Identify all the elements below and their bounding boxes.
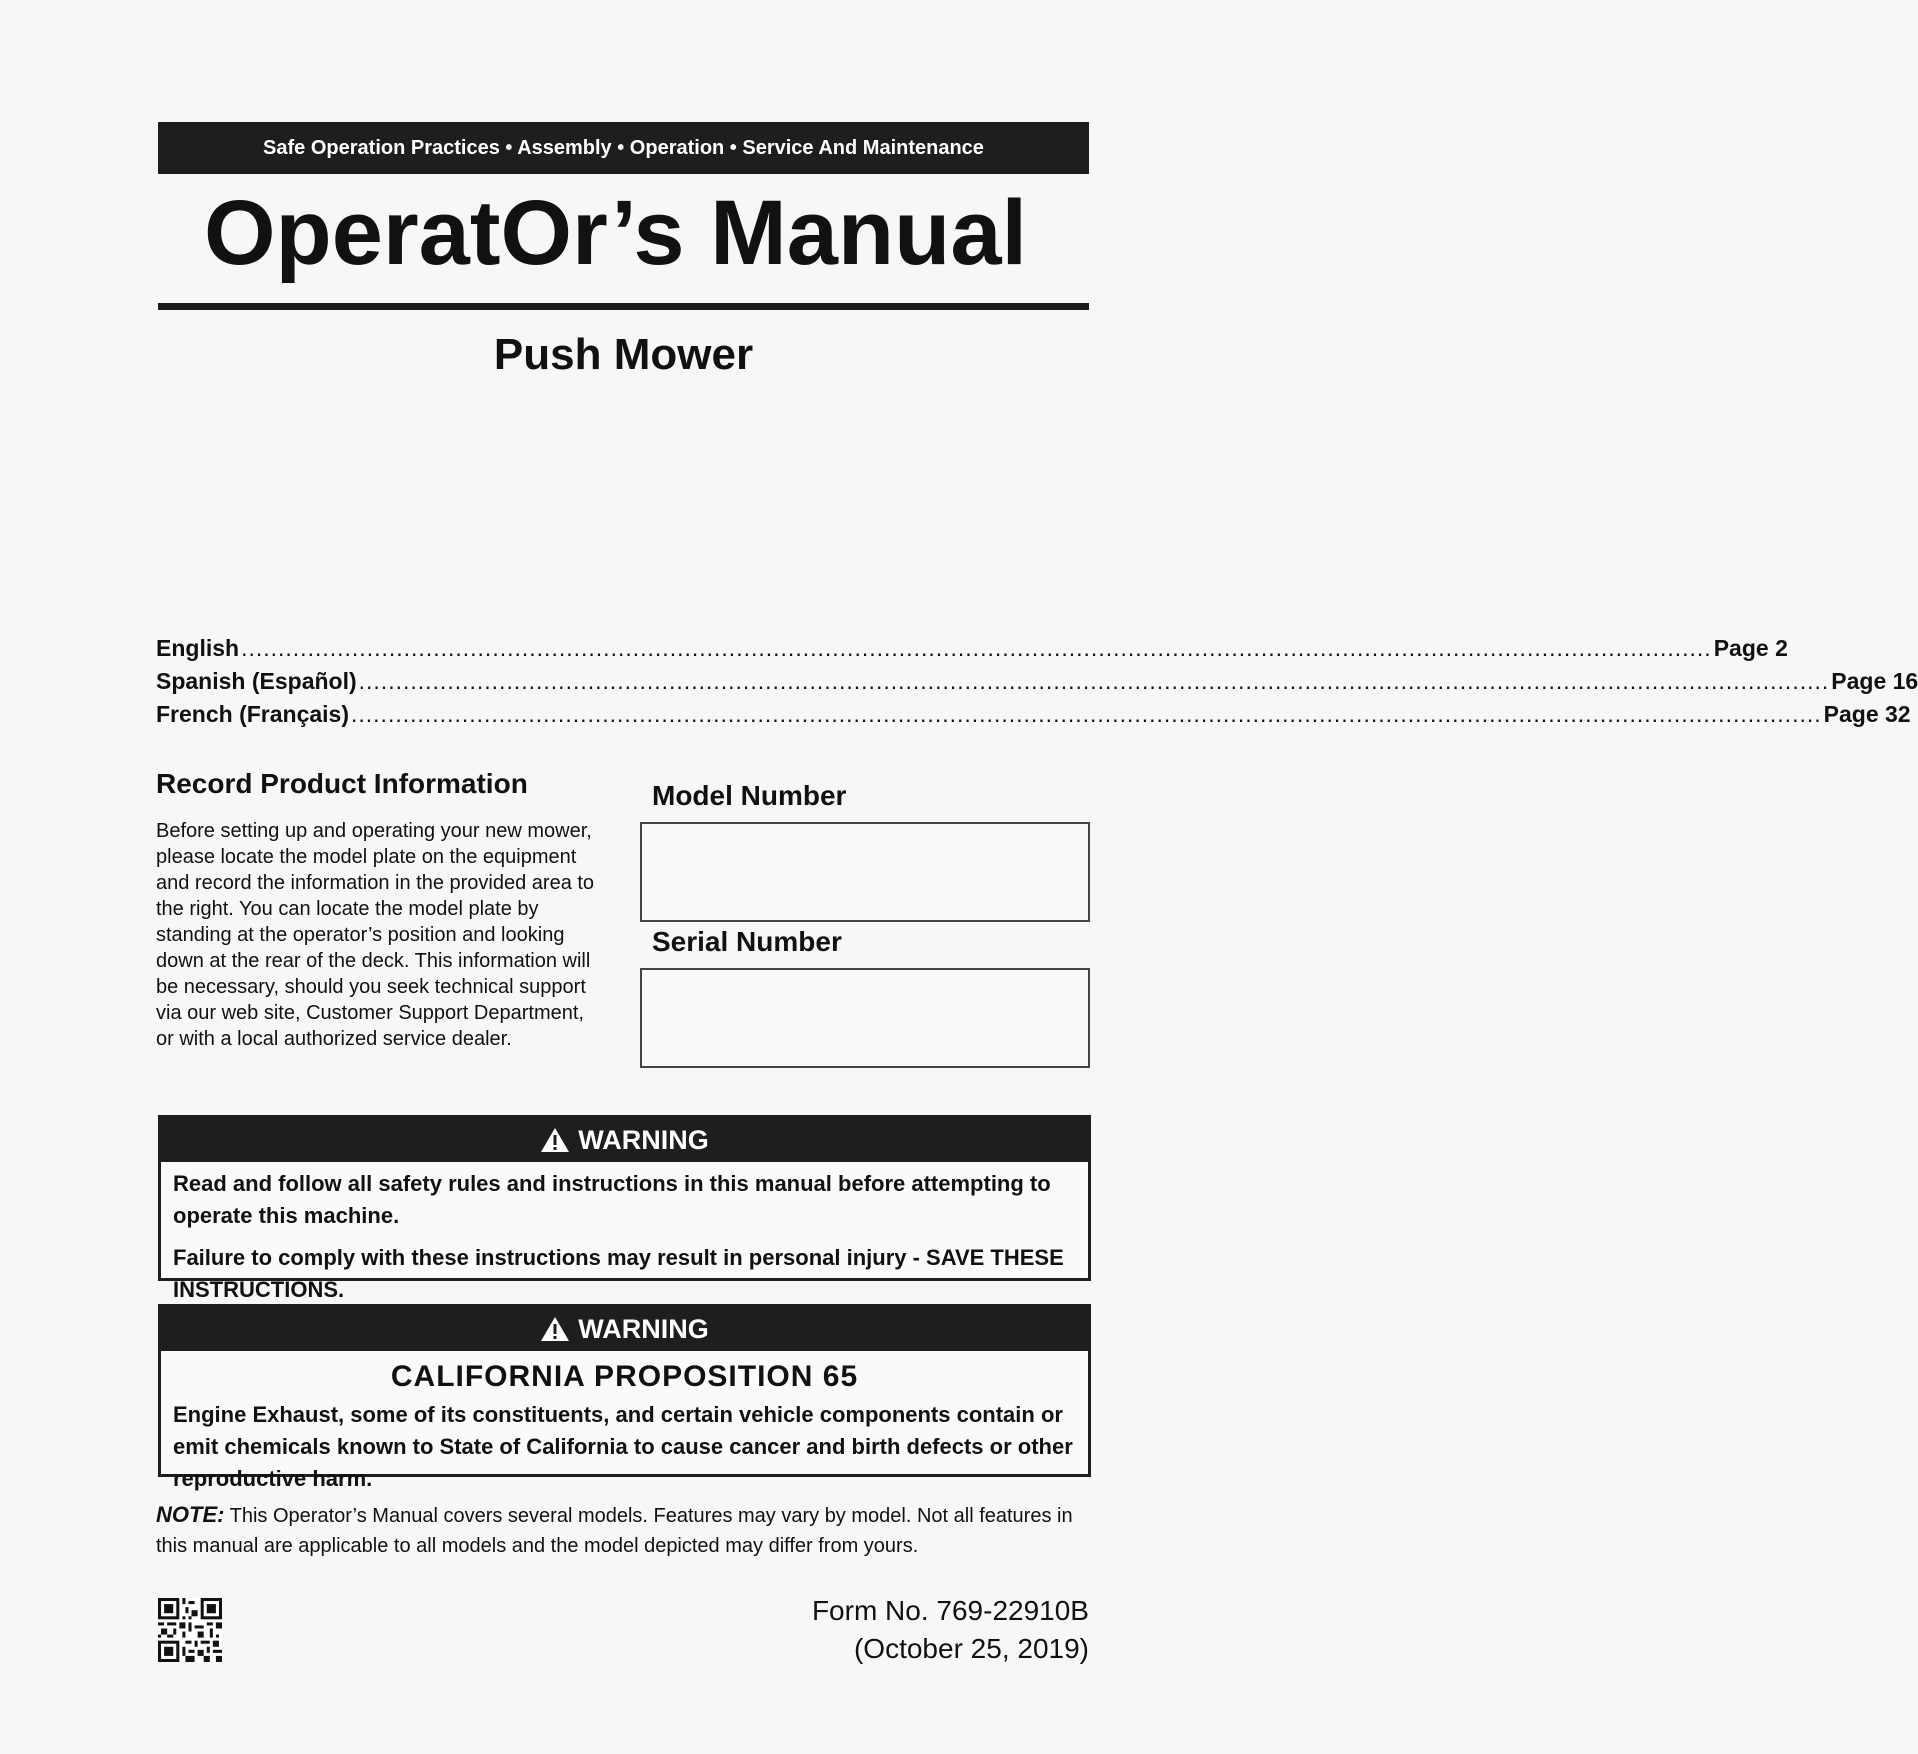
warning-triangle-icon — [540, 1316, 570, 1342]
warning-header — [161, 1307, 1088, 1351]
prop65-warning-box — [158, 1304, 1091, 1491]
language-index — [156, 632, 1918, 731]
top-banner-text: Safe Operation Practices • Assembly • Operation • Service And Maintenance — [263, 136, 984, 159]
serial-number-field[interactable] — [640, 968, 1090, 1068]
toc-dots: ....................................................................................................................................................................................................... — [358, 668, 1830, 694]
warning-heading-text: WARNING — [578, 1124, 709, 1155]
model-number-field[interactable] — [640, 822, 1090, 922]
prop65-text: Engine Exhaust, some of its constituents, and certain vehicle components contain or emit chemicals known to State of California to cause cancer and birth defects or other reproductive harm. — [173, 1402, 1073, 1491]
toc-page: Page 2 — [1713, 635, 1788, 661]
toc-row-english — [156, 632, 1788, 665]
warning-line-2: Failure to comply with these instructions may result in personal injury - SAVE THESE INSTRUCTIONS. — [173, 1245, 1064, 1302]
warning-header — [161, 1118, 1088, 1162]
top-banner — [158, 122, 1089, 174]
manual-title: OperatOr’s Manual — [203, 182, 1028, 284]
toc-page: Page 32 — [1823, 701, 1911, 727]
warning-text — [161, 1162, 1088, 1306]
warning-heading-text: WARNING — [578, 1313, 709, 1344]
toc-row-spanish — [156, 665, 1918, 698]
toc-dots: ....................................................................................................................................................................................................... — [351, 701, 1822, 727]
toc-row-french — [156, 698, 1911, 731]
toc-label: English — [156, 635, 240, 661]
title-divider — [158, 303, 1089, 310]
model-number-label: Model Number — [652, 780, 847, 811]
form-info — [812, 1592, 1089, 1668]
model-note — [156, 1500, 1076, 1561]
toc-page: Page 16 — [1831, 668, 1918, 694]
product-subtitle: Push Mower — [493, 330, 754, 379]
prop65-title: CALIFORNIA PROPOSITION 65 — [390, 1360, 859, 1393]
note-label: NOTE: — [156, 1502, 225, 1527]
qr-code-icon — [158, 1598, 222, 1662]
toc-label: Spanish (Español) — [156, 668, 357, 694]
record-info-body: Before setting up and operating your new mower, please locate the model plate on the equipment and record the information in the provided area to the right. You can locate the model plate by standing at the operator’s position and looking down at the rear of the deck. This information will be necessary, should you seek technical support via our web site, Customer Support Department, or with a local authorized service dealer. — [156, 820, 595, 1050]
record-info-heading: Record Product Information — [156, 768, 528, 799]
toc-label: French (Français) — [156, 701, 349, 727]
serial-number-label: Serial Number — [652, 926, 842, 957]
toc-dots: ....................................................................................................................................................................................................... — [241, 635, 1712, 661]
safety-warning-box — [158, 1115, 1091, 1302]
warning-triangle-icon — [540, 1127, 570, 1153]
note-text: This Operator’s Manual covers several models. Features may vary by model. Not all features in this manual are applicable to all models and the model depicted may differ from yours. — [156, 1505, 1073, 1557]
warning-line-1: Read and follow all safety rules and instructions in this manual before attempting to operate this machine. — [173, 1171, 1051, 1228]
form-date: (October 25, 2019) — [853, 1633, 1089, 1664]
form-number: Form No. 769-22910B — [811, 1595, 1089, 1626]
